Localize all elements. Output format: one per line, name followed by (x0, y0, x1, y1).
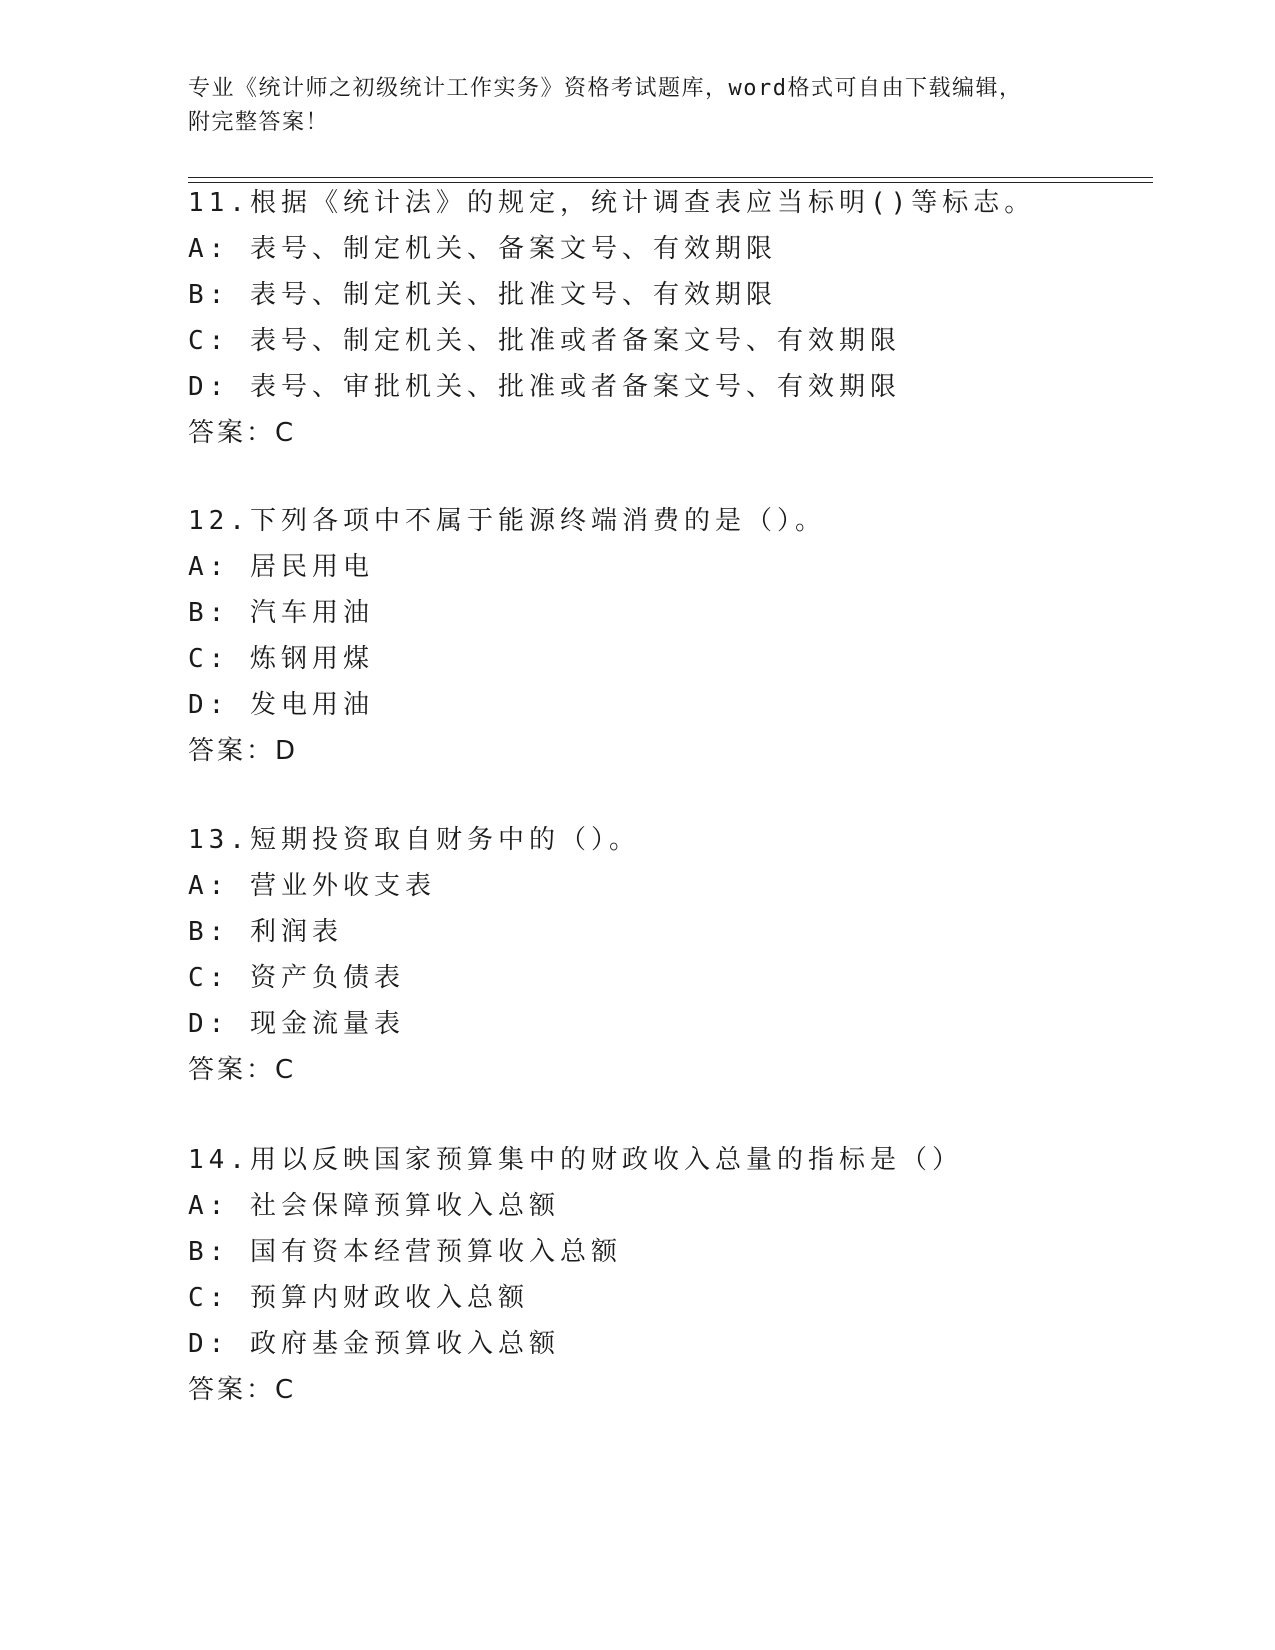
question-stem: 13.短期投资取自财务中的（）。 (188, 825, 640, 855)
option-c: C: 预算内财政收入总额 (188, 1283, 529, 1313)
option-d: D: 表号、审批机关、批准或者备案文号、有效期限 (188, 372, 901, 402)
question-11 (188, 180, 1148, 456)
answer-line (188, 728, 1148, 774)
answer-label: 答案： (188, 736, 276, 766)
answer-line (188, 410, 1148, 456)
answer-value: C (275, 418, 297, 448)
question-13 (188, 817, 1148, 1093)
option-d: D: 现金流量表 (188, 1009, 405, 1039)
answer-value: C (275, 1375, 297, 1405)
question-14 (188, 1137, 1148, 1413)
question-12 (188, 498, 1148, 774)
answer-label: 答案： (188, 418, 276, 448)
option-a: A: 营业外收支表 (188, 871, 436, 901)
header-divider-top (188, 177, 1153, 178)
option-c: C: 炼钢用煤 (188, 644, 374, 674)
answer-value: C (275, 1055, 297, 1085)
option-c: C: 资产负债表 (188, 963, 405, 993)
option-d: D: 政府基金预算收入总额 (188, 1329, 560, 1359)
answer-label: 答案： (188, 1375, 276, 1405)
option-a: A: 表号、制定机关、备案文号、有效期限 (188, 234, 777, 264)
answer-value: D (275, 736, 299, 766)
header-line-1: 专业《统计师之初级统计工作实务》资格考试题库，word格式可自由下载编辑， (188, 76, 1023, 101)
question-stem: 11.根据《统计法》的规定，统计调查表应当标明()等标志。 (188, 188, 1036, 218)
option-b: B: 国有资本经营预算收入总额 (188, 1237, 622, 1267)
question-stem: 12.下列各项中不属于能源终端消费的是（）。 (188, 506, 826, 536)
option-d: D: 发电用油 (188, 690, 374, 720)
answer-line (188, 1047, 1148, 1093)
question-stem: 14.用以反映国家预算集中的财政收入总量的指标是（） (188, 1145, 963, 1175)
option-b: B: 利润表 (188, 917, 343, 947)
document-header (188, 72, 1068, 140)
answer-line (188, 1367, 1148, 1413)
option-a: A: 居民用电 (188, 552, 374, 582)
option-a: A: 社会保障预算收入总额 (188, 1191, 560, 1221)
option-b: B: 汽车用油 (188, 598, 374, 628)
option-b: B: 表号、制定机关、批准文号、有效期限 (188, 280, 777, 310)
answer-label: 答案： (188, 1055, 276, 1085)
header-line-2: 附完整答案！ (188, 110, 330, 135)
option-c: C: 表号、制定机关、批准或者备案文号、有效期限 (188, 326, 901, 356)
